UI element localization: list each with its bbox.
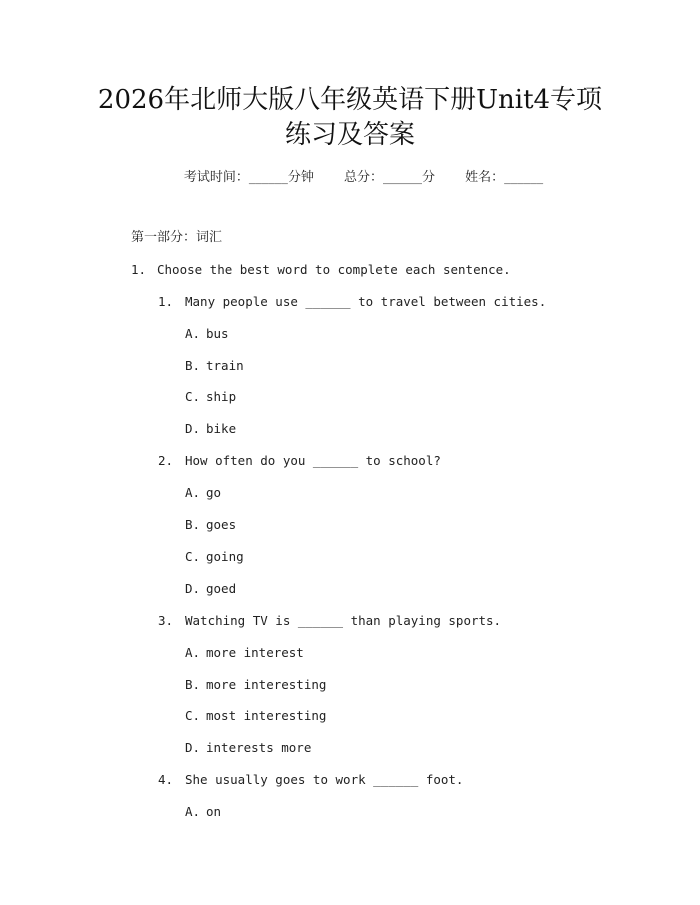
option-text: bike	[206, 421, 237, 436]
option-text: on	[206, 804, 222, 819]
item-number: 4.	[158, 772, 174, 787]
option-text: going	[206, 549, 244, 564]
option-text: more interest	[206, 645, 304, 660]
item-number: 2.	[158, 453, 174, 468]
option-text: goes	[206, 517, 237, 532]
student-name-field: 姓名：______	[465, 170, 544, 185]
option-letter: C.	[185, 549, 201, 564]
section-heading: 第一部分：词汇	[131, 230, 223, 245]
option-letter: A.	[185, 645, 201, 660]
option-text: go	[206, 485, 222, 500]
document-title-line-2: 练习及答案	[284, 120, 415, 150]
option-letter: A.	[185, 485, 201, 500]
question-instruction: Choose the best word to complete each sentence.	[157, 262, 511, 277]
item-text: Watching TV is ______ than playing sports.	[185, 613, 502, 628]
exam-meta	[0, 168, 700, 188]
option-text: most interesting	[206, 708, 327, 723]
item-text: How often do you ______ to school?	[185, 453, 441, 468]
option-letter: D.	[185, 740, 201, 755]
question-number: 1.	[131, 262, 147, 277]
document-title-line-1: 2026年北师大版八年级英语下册Unit4专项	[97, 85, 603, 115]
option-letter: A.	[185, 326, 201, 341]
exam-time-field: 考试时间：______分钟	[183, 170, 314, 185]
item-number: 1.	[158, 294, 174, 309]
option-letter: B.	[185, 358, 201, 373]
option-text: more interesting	[206, 677, 327, 692]
option-letter: D.	[185, 581, 201, 596]
option-text: goed	[206, 581, 237, 596]
item-text: Many people use ______ to travel between cities.	[185, 294, 547, 309]
item-number: 3.	[158, 613, 174, 628]
option-text: train	[206, 358, 244, 373]
option-letter: C.	[185, 708, 201, 723]
option-letter: B.	[185, 517, 201, 532]
item-text: She usually goes to work ______ foot.	[185, 772, 464, 787]
option-letter: C.	[185, 389, 201, 404]
option-text: interests more	[206, 740, 312, 755]
option-letter: B.	[185, 677, 201, 692]
option-letter: D.	[185, 421, 201, 436]
option-text: bus	[206, 326, 229, 341]
option-letter: A.	[185, 804, 201, 819]
total-score-field: 总分：______分	[343, 170, 435, 185]
option-text: ship	[206, 389, 237, 404]
